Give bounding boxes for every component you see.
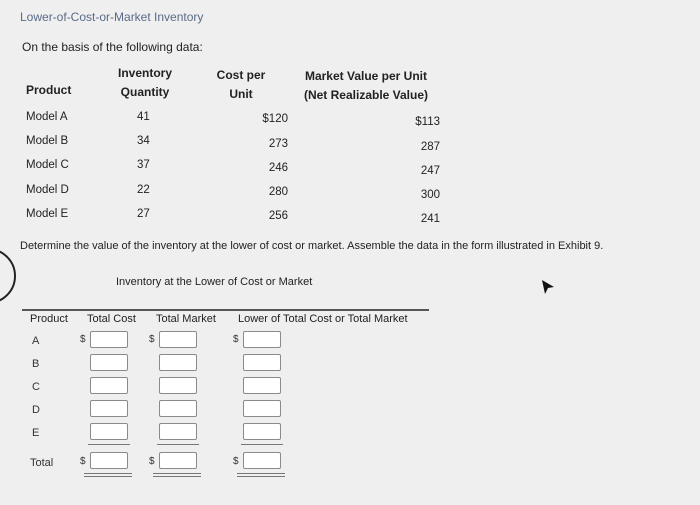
lower-input-e[interactable] xyxy=(243,423,281,440)
row-a-product: Model A xyxy=(26,111,68,123)
row-c-market: 247 xyxy=(420,165,440,177)
row-b-quantity: 34 xyxy=(137,135,150,147)
total-cost-input-total[interactable] xyxy=(90,452,128,469)
form-row-label-b: B xyxy=(32,358,40,370)
dollar-sign: $ xyxy=(80,334,86,345)
subtotal-rule xyxy=(88,444,130,445)
total-market-input-e[interactable] xyxy=(159,423,197,440)
form-row-label-c: C xyxy=(32,381,40,393)
lower-input-c[interactable] xyxy=(243,377,281,394)
total-market-input-total[interactable] xyxy=(159,452,197,469)
header-inventory-line2: Quantity xyxy=(120,85,170,99)
lower-input-a[interactable] xyxy=(243,331,281,348)
mouse-pointer-icon xyxy=(540,278,556,296)
dollar-sign: $ xyxy=(149,334,155,345)
header-product: Product xyxy=(26,83,72,97)
col-total-cost: Total Cost xyxy=(87,313,136,325)
row-a-cost: $120 xyxy=(262,113,288,125)
form-row-label-total: Total xyxy=(30,457,54,469)
row-c-cost: 246 xyxy=(268,162,288,174)
row-e-cost: 256 xyxy=(268,210,288,222)
lower-input-total[interactable] xyxy=(243,452,281,469)
form-header-rule xyxy=(22,309,429,311)
total-market-input-c[interactable] xyxy=(159,377,197,394)
form-row-label-e: E xyxy=(32,427,40,439)
row-b-cost: 273 xyxy=(268,138,288,150)
total-cost-input-e[interactable] xyxy=(90,423,128,440)
row-d-quantity: 22 xyxy=(137,184,150,196)
row-e-quantity: 27 xyxy=(137,208,150,220)
row-d-product: Model D xyxy=(26,184,69,196)
col-lower: Lower of Total Cost or Total Market xyxy=(238,313,408,325)
form-row-label-a: A xyxy=(32,335,40,347)
total-market-input-d[interactable] xyxy=(159,400,197,417)
row-a-market: $113 xyxy=(415,116,440,128)
col-product: Product xyxy=(30,313,68,325)
header-inventory-line1: Inventory xyxy=(117,66,172,80)
lower-input-b[interactable] xyxy=(243,354,281,371)
col-total-market: Total Market xyxy=(156,313,216,325)
form-row-label-d: D xyxy=(32,404,40,416)
total-cost-input-a[interactable] xyxy=(90,331,128,348)
intro-text: On the basis of the following data: xyxy=(22,40,203,54)
double-rule xyxy=(84,473,132,474)
total-market-input-b[interactable] xyxy=(159,354,197,371)
double-rule xyxy=(237,476,285,477)
dollar-sign: $ xyxy=(233,334,239,345)
dollar-sign: $ xyxy=(233,456,239,467)
row-a-quantity: 41 xyxy=(137,111,150,123)
subtotal-rule xyxy=(157,444,199,445)
header-market-line2: (Net Realizable Value) xyxy=(303,88,429,102)
double-rule xyxy=(153,476,201,477)
page-title: Lower-of-Cost-or-Market Inventory xyxy=(20,10,204,24)
header-cost-line1: Cost per xyxy=(216,68,266,82)
total-cost-input-b[interactable] xyxy=(90,354,128,371)
double-rule xyxy=(84,476,132,477)
header-market-line1: Market Value per Unit xyxy=(304,69,428,83)
row-d-cost: 280 xyxy=(268,186,288,198)
row-e-market: 241 xyxy=(420,213,440,225)
row-b-product: Model B xyxy=(26,135,69,147)
dollar-sign: $ xyxy=(80,456,86,467)
subtotal-rule xyxy=(241,444,283,445)
total-cost-input-c[interactable] xyxy=(90,377,128,394)
form-title: Inventory at the Lower of Cost or Market xyxy=(116,276,313,288)
row-d-market: 300 xyxy=(420,189,440,201)
row-b-market: 287 xyxy=(420,141,440,153)
instructions-text: Determine the value of the inventory at the lower of cost or market. Assemble the data in the form illustrated in Exhibit 9. xyxy=(20,240,604,252)
total-cost-input-d[interactable] xyxy=(90,400,128,417)
total-market-input-a[interactable] xyxy=(159,331,197,348)
lower-input-d[interactable] xyxy=(243,400,281,417)
double-rule xyxy=(153,473,201,474)
header-cost-line2: Unit xyxy=(229,87,253,101)
double-rule xyxy=(237,473,285,474)
row-e-product: Model E xyxy=(26,208,69,220)
row-c-quantity: 37 xyxy=(137,159,150,171)
dollar-sign: $ xyxy=(149,456,155,467)
circle-mark xyxy=(0,248,16,304)
row-c-product: Model C xyxy=(26,159,69,171)
